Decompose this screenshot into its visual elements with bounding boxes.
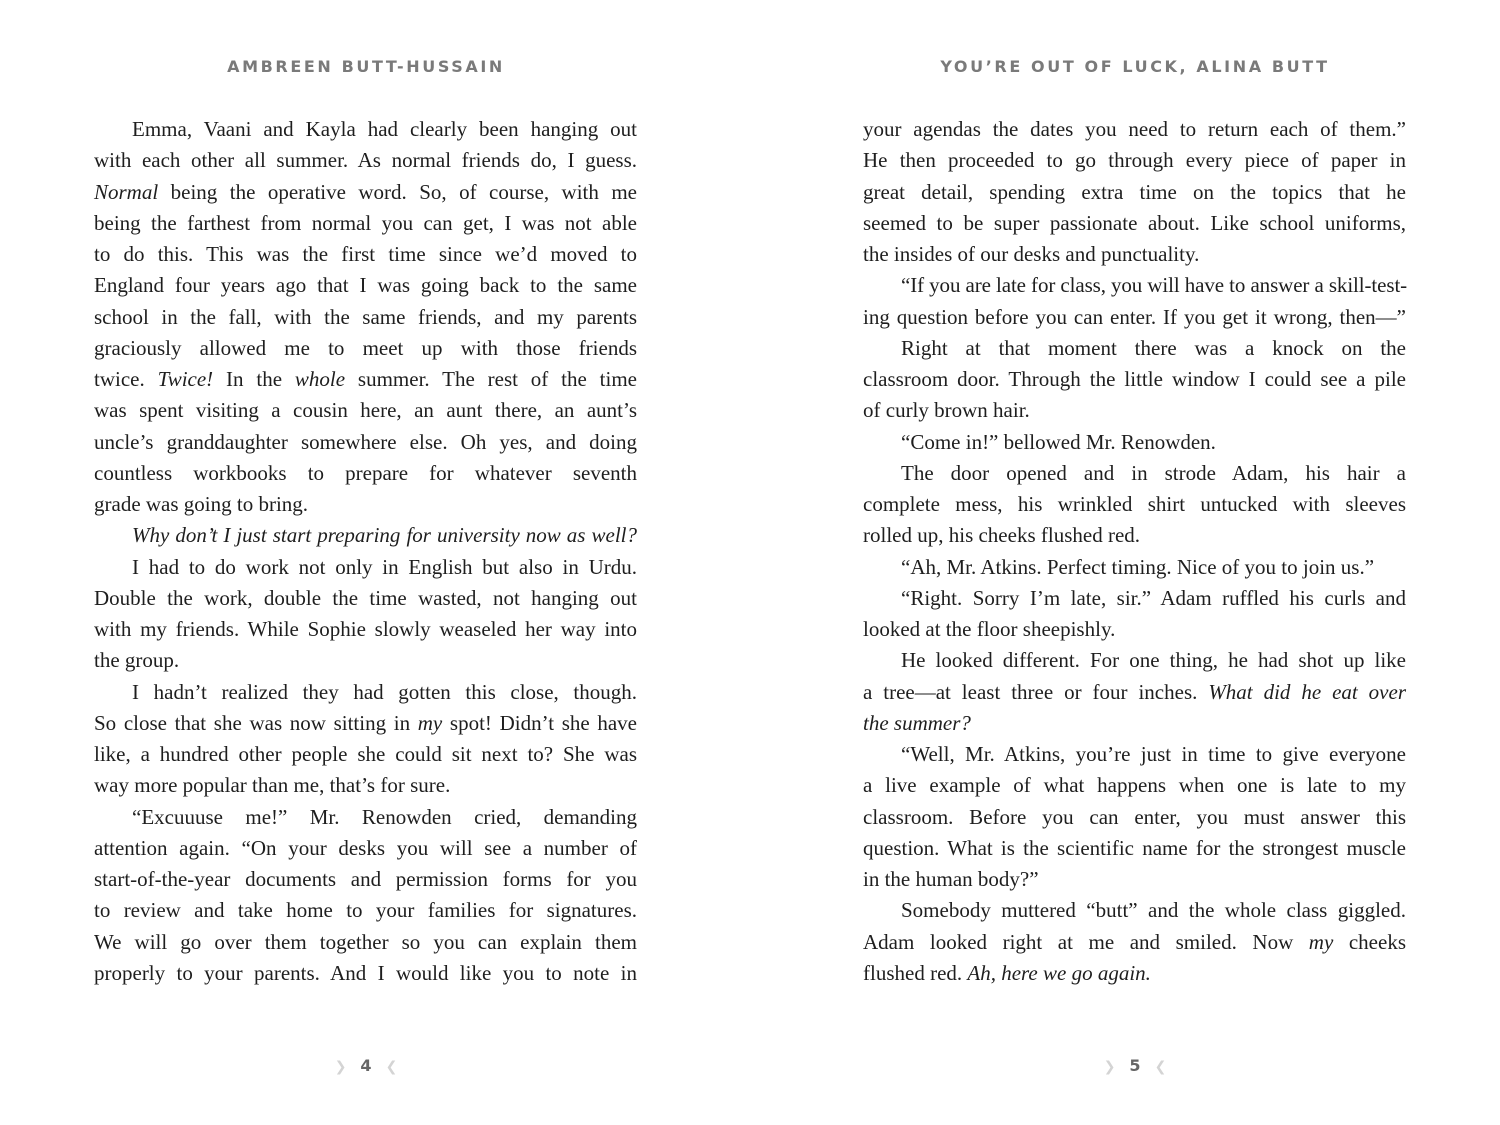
text-line: [863, 458, 1406, 489]
paragraph: [863, 583, 1406, 646]
text-run: rolled up, his cheeks flushed red.: [863, 523, 1141, 548]
text-run: countless workbooks to prepare for whatever seventh: [94, 460, 637, 485]
text-run: classroom. Before you can enter, you must answer this: [863, 804, 1406, 829]
text-run: seemed to be super passionate about. Like school uniforms,: [863, 210, 1406, 235]
text-line: [94, 614, 637, 645]
paragraph: [863, 114, 1406, 270]
text-line: [94, 708, 637, 739]
text-run: great detail, spending extra time on the topics that he: [863, 179, 1406, 204]
italic-text: What did he eat over: [1208, 679, 1406, 704]
text-line: [863, 739, 1406, 770]
text-line: [94, 145, 637, 176]
running-head-author: AMBREEN BUTT-HUSSAIN: [227, 57, 505, 76]
text-line: [94, 208, 637, 239]
page-number-footer: [760, 1056, 1500, 1075]
text-line: [863, 208, 1406, 239]
text-run: complete mess, his wrinkled shirt untucked with sleeves: [863, 492, 1406, 516]
text-run: “Come in!” bellowed Mr. Renowden.: [901, 429, 1216, 454]
text-line: [863, 927, 1406, 958]
italic-text: my: [417, 710, 443, 735]
text-line: [863, 114, 1406, 145]
text-run: like, a hundred other people she could sit next to? She was: [94, 742, 637, 766]
text-line: [863, 583, 1406, 614]
text-run: flushed red.: [863, 960, 968, 985]
text-run: way more popular than me, that’s for sure.: [94, 773, 451, 798]
text-run: looked at the floor sheepishly.: [863, 617, 1116, 641]
paragraph: [863, 552, 1406, 583]
text-run: with my friends. While Sophie slowly weaseled her way into: [94, 617, 637, 641]
text-line: [863, 677, 1406, 708]
text-line: [863, 520, 1406, 551]
text-run: Right at that moment there was a knock on the: [901, 335, 1406, 360]
text-run: being the farthest from normal you can get, I was not able: [94, 210, 637, 235]
text-run: spot! Didn’t she have: [442, 710, 637, 735]
page-number: 5: [1129, 1056, 1141, 1075]
paragraph: [94, 520, 637, 551]
text-run: We will go over them together so you can explain them: [94, 929, 637, 954]
ornament-icon: ❯: [1103, 1059, 1116, 1075]
running-head-title: YOU’RE OUT OF LUCK, ALINA BUTT: [940, 57, 1330, 76]
text-line: [863, 489, 1406, 520]
text-line: [94, 583, 637, 614]
paragraph: [863, 895, 1406, 989]
body-text: [863, 114, 1406, 989]
text-run: a live example of what happens when one is late to my: [863, 773, 1406, 798]
text-run: with each other all summer. As normal friends do, I guess.: [94, 148, 637, 173]
text-run: He looked different. For one thing, he had shot up like: [901, 648, 1406, 673]
body-text: [94, 114, 637, 989]
text-run: start-of-the-year documents and permission forms for you: [94, 867, 637, 891]
italic-text: my: [1308, 929, 1334, 954]
ornament-icon: ❮: [1154, 1059, 1167, 1075]
text-line: [863, 864, 1406, 895]
text-run: ing question before you can enter. If you get it wrong, then—”: [863, 304, 1406, 329]
page-number: 4: [360, 1056, 372, 1075]
text-line: [94, 427, 637, 458]
text-run: Somebody muttered “butt” and the whole class giggled.: [901, 898, 1406, 923]
text-line: [94, 395, 637, 426]
text-line: [863, 833, 1406, 864]
text-line: [863, 239, 1406, 270]
text-line: [94, 458, 637, 489]
text-line: [94, 302, 637, 333]
text-line: [863, 427, 1406, 458]
text-run: graciously allowed me to meet up with those friends: [94, 335, 637, 360]
text-line: [94, 239, 637, 270]
text-run: school in the fall, with the same friends, and my parents: [94, 304, 637, 329]
text-run: in the human body?”: [863, 867, 1039, 891]
paragraph: [94, 677, 637, 802]
right-page: [750, 0, 1500, 1125]
italic-text: Ah, here we go again.: [967, 960, 1151, 985]
text-line: [94, 927, 637, 958]
text-line: [94, 895, 637, 926]
text-line: [94, 177, 637, 208]
text-line: [94, 489, 637, 520]
text-run: summer. The rest of the time: [345, 367, 637, 391]
text-run: Adam looked right at me and smiled. Now: [863, 929, 1309, 954]
text-run: I had to do work not only in English but also in Urdu.: [132, 554, 637, 579]
paragraph: [863, 645, 1406, 739]
text-run: a tree—at least three or four inches.: [863, 679, 1209, 704]
text-run: twice.: [94, 367, 158, 391]
italic-text: Why don’t I just start preparing for university now as well?: [132, 523, 637, 548]
text-line: [863, 145, 1406, 176]
text-line: [863, 645, 1406, 676]
italic-text: Twice!: [157, 367, 214, 391]
paragraph: [94, 552, 637, 677]
text-run: England four years ago that I was going back to the same: [94, 273, 637, 298]
text-run: question. What is the scientific name for the strongest muscle: [863, 835, 1406, 860]
text-line: [863, 552, 1406, 583]
text-line: [863, 958, 1406, 989]
paragraph: [863, 333, 1406, 427]
text-run: of curly brown hair.: [863, 398, 1030, 423]
text-run: He then proceeded to go through every piece of paper in: [863, 148, 1406, 173]
page-number-footer: [0, 1056, 741, 1075]
text-line: [863, 270, 1406, 301]
italic-text: Normal: [94, 179, 159, 204]
text-run: the group.: [94, 648, 180, 673]
text-run: “Excuuuse me!” Mr. Renowden cried, demanding: [132, 804, 637, 829]
paragraph: [863, 427, 1406, 458]
text-line: [863, 395, 1406, 426]
paragraph: [94, 114, 637, 520]
text-line: [94, 958, 637, 989]
text-run: grade was going to bring.: [94, 492, 309, 516]
text-line: [94, 864, 637, 895]
text-line: [863, 770, 1406, 801]
text-run: being the operative word. So, of course, with me: [158, 179, 637, 204]
text-run: was spent visiting a cousin here, an aunt there, an aunt’s: [94, 398, 637, 423]
text-line: [94, 520, 637, 551]
text-line: [94, 552, 637, 583]
italic-text: whole: [294, 367, 346, 391]
paragraph: [863, 458, 1406, 552]
text-line: [863, 177, 1406, 208]
text-run: “Right. Sorry I’m late, sir.” Adam ruffled his curls and: [901, 585, 1406, 610]
text-run: classroom door. Through the little window I could see a pile: [863, 367, 1406, 391]
text-line: [863, 364, 1406, 395]
paragraph: [863, 270, 1406, 333]
text-run: the insides of our desks and punctuality.: [863, 242, 1200, 266]
text-run: attention again. “On your desks you will see a number of: [94, 835, 637, 860]
text-line: [863, 708, 1406, 739]
text-line: [94, 114, 637, 145]
text-line: [94, 802, 637, 833]
text-run: I hadn’t realized they had gotten this close, though.: [132, 679, 637, 704]
text-line: [863, 895, 1406, 926]
ornament-icon: ❮: [385, 1059, 398, 1075]
text-run: your agendas the dates you need to return each of them.”: [863, 117, 1406, 141]
text-run: “Well, Mr. Atkins, you’re just in time to give everyone: [901, 742, 1406, 766]
text-line: [94, 739, 637, 770]
text-run: cheeks: [1333, 929, 1406, 954]
text-run: properly to your parents. And I would like you to note in: [94, 960, 637, 985]
paragraph: [863, 739, 1406, 895]
text-line: [94, 677, 637, 708]
text-line: [94, 770, 637, 801]
text-run: The door opened and in strode Adam, his hair a: [901, 460, 1406, 485]
text-line: [94, 645, 637, 676]
text-run: “If you are late for class, you will have to answer a skill-test-: [901, 273, 1408, 298]
text-run: Double the work, double the time wasted, not hanging out: [94, 585, 637, 610]
text-line: [94, 364, 637, 395]
text-line: [94, 833, 637, 864]
text-run: “Ah, Mr. Atkins. Perfect timing. Nice of you to join us.”: [901, 554, 1375, 579]
text-run: So close that she was now sitting in: [94, 710, 418, 735]
italic-text: the summer?: [863, 710, 971, 735]
text-line: [94, 333, 637, 364]
text-run: to do this. This was the first time since we’d moved to: [94, 242, 637, 266]
text-run: to review and take home to your families for signatures.: [94, 898, 637, 923]
text-run: uncle’s granddaughter somewhere else. Oh yes, and doing: [94, 429, 637, 454]
text-line: [94, 270, 637, 301]
text-line: [863, 302, 1406, 333]
ornament-icon: ❯: [334, 1059, 347, 1075]
paragraph: [94, 802, 637, 990]
text-run: Emma, Vaani and Kayla had clearly been hanging out: [132, 117, 637, 141]
text-line: [863, 333, 1406, 364]
text-line: [863, 802, 1406, 833]
text-line: [863, 614, 1406, 645]
text-run: In the: [213, 367, 295, 391]
